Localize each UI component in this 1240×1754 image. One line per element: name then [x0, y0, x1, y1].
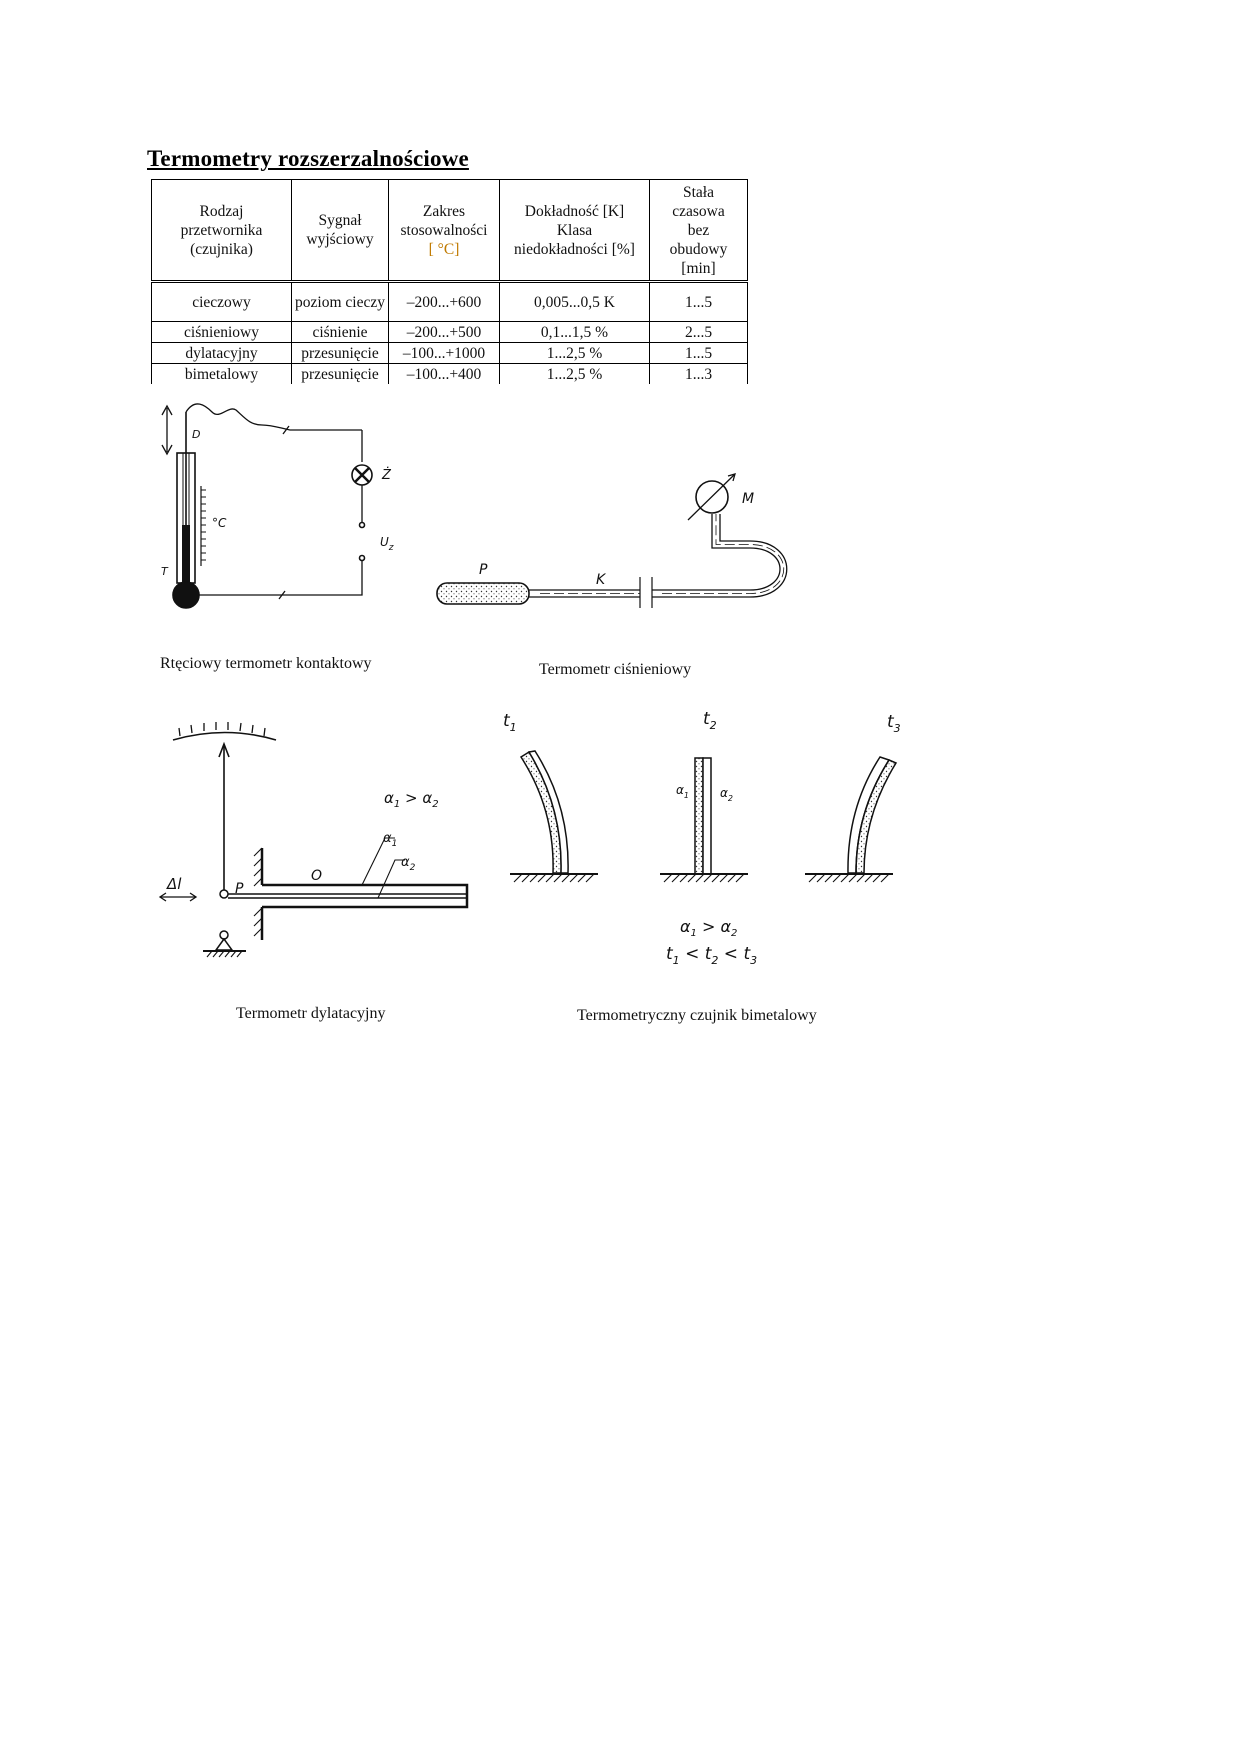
table-cell: cieczowy — [152, 282, 292, 322]
contact-label-u: $U_z$ — [380, 535, 394, 553]
contact-mercury-column — [182, 525, 190, 590]
bimetal-label-a2: $\alpha_2$ — [720, 786, 734, 803]
contact-thermometer-caption: Rtęciowy termometr kontaktowy — [160, 655, 372, 672]
pressure-thermometer-diagram — [437, 474, 787, 608]
contact-wire-breaks — [279, 426, 289, 599]
header-time-constant: Stała czasowa bez obudowy [min] — [650, 180, 748, 282]
contact-flex-wire — [186, 404, 362, 430]
dilatation-label-o: O — [311, 868, 323, 884]
contact-mercury-bulb — [173, 582, 199, 608]
table-row — [152, 343, 748, 364]
bimetal-sensor-diagram — [503, 709, 901, 967]
table-cell: 0,005...0,5 K — [500, 282, 650, 322]
contact-label-unit: °C — [212, 516, 227, 530]
pressure-capillary-break — [640, 577, 652, 608]
bimetal-strip-t2-a2 — [703, 758, 711, 874]
table-cell: 1...3 — [650, 364, 748, 385]
dilatation-label-a1: $\alpha_1$ — [383, 831, 398, 849]
dilatation-support-triangle — [216, 939, 232, 950]
table-cell: 1...5 — [650, 343, 748, 364]
bimetal-label-t3: $t_3$ — [887, 712, 901, 735]
table-cell: 1...5 — [650, 282, 748, 322]
pressure-label-m: M — [742, 491, 755, 507]
table-cell: ciśnieniowy — [152, 322, 292, 343]
table-cell: 0,1...1,5 % — [500, 322, 650, 343]
table-cell: przesunięcie — [292, 343, 389, 364]
bimetal-relation-alpha: $\alpha_1 > \alpha_2$ — [680, 917, 738, 939]
contact-lamp-cross — [355, 468, 369, 482]
bimetal-label-a1: $\alpha_1$ — [676, 783, 690, 800]
contact-terminal-bottom — [360, 556, 365, 561]
contact-label-z: Ż — [382, 468, 391, 483]
bimetal-sensor-caption: Termometryczny czujnik bimetalowy — [577, 1007, 817, 1024]
pressure-capillary-outer — [652, 514, 787, 597]
table-cell: –100...+1000 — [389, 343, 500, 364]
bimetal-ground-hatch-t1 — [514, 874, 594, 882]
bimetal-ground-hatch-t2 — [664, 874, 744, 882]
thermometer-table — [151, 179, 748, 384]
bimetal-label-t1: $t_1$ — [503, 711, 517, 734]
header-type: Rodzaj przetwornika (czujnika) — [152, 180, 292, 282]
dilatation-pivot-p — [220, 890, 228, 898]
dilatation-label-p: P — [235, 881, 244, 897]
contact-label-d: D — [192, 428, 201, 441]
header-range: Zakres stosowalności [ °C] — [389, 180, 500, 282]
table-cell: –200...+600 — [389, 282, 500, 322]
header-signal: Sygnał wyjściowy — [292, 180, 389, 282]
figures-canvas — [0, 380, 1240, 1020]
contact-label-t: T — [161, 565, 168, 578]
table-cell: dylatacyjny — [152, 343, 292, 364]
dilatation-tube — [262, 885, 467, 907]
dilatation-thermometer-diagram — [160, 722, 467, 957]
pressure-label-k: K — [596, 572, 606, 588]
table-cell: –100...+400 — [389, 364, 500, 385]
table-cell: 2...5 — [650, 322, 748, 343]
table-cell: –200...+500 — [389, 322, 500, 343]
table-cell: 1...2,5 % — [500, 343, 650, 364]
table-row — [152, 282, 748, 322]
table-cell: bimetalowy — [152, 364, 292, 385]
table-row — [152, 322, 748, 343]
bimetal-strip-t2-a1 — [695, 758, 703, 874]
bimetal-label-t2: $t_2$ — [703, 709, 717, 732]
contact-thermometer-diagram — [161, 404, 394, 608]
table-cell: ciśnienie — [292, 322, 389, 343]
table-cell: 1...2,5 % — [500, 364, 650, 385]
table-cell: przesunięcie — [292, 364, 389, 385]
dilatation-relation: $\alpha_1 > \alpha_2$ — [384, 789, 439, 810]
pressure-thermometer-caption: Termometr ciśnieniowy — [539, 661, 692, 678]
bimetal-ground-hatch-t3 — [809, 874, 889, 882]
contact-terminal-top — [360, 523, 365, 528]
contact-wire-bottom — [199, 561, 362, 595]
dilatation-thermometer-caption: Termometr dylatacyjny — [236, 1005, 386, 1022]
dilatation-scale-arc — [173, 733, 276, 741]
contact-scale-ticks — [201, 490, 206, 560]
header-accuracy: Dokładność [K] Klasa niedokładności [%] — [500, 180, 650, 282]
dilatation-label-a2: $\alpha_2$ — [401, 855, 416, 873]
table-header-row — [152, 180, 748, 282]
page-title: Termometry rozszerzalnościowe — [147, 146, 469, 171]
table-cell: poziom cieczy — [292, 282, 389, 322]
dilatation-label-dl: Δl — [167, 875, 182, 893]
pressure-capillary-center — [662, 514, 784, 594]
pressure-bulb — [437, 583, 529, 604]
bimetal-relation-t: $t_1 < t_2 < t_3$ — [666, 944, 758, 967]
pressure-label-p: P — [479, 562, 488, 578]
